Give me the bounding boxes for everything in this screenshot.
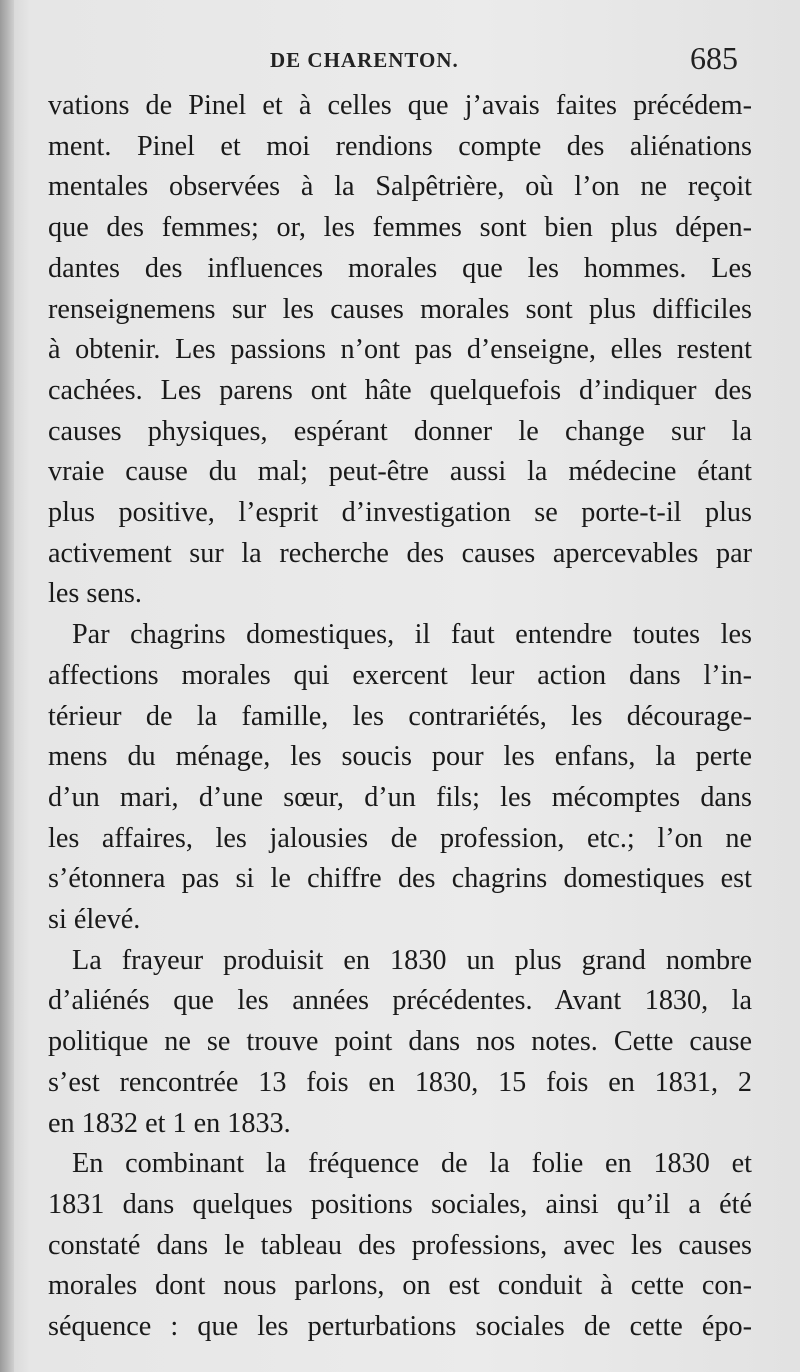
- text-line: térieur de la famille, les contrariétés, les décourage-: [48, 700, 752, 732]
- text-line: renseignemens sur les causes morales sont plus difficiles: [48, 293, 752, 325]
- running-header: [0, 36, 800, 84]
- text-line: affections morales qui exercent leur action dans l’in-: [48, 659, 752, 691]
- body-text: [48, 86, 752, 1348]
- text-line: mentales observées à la Salpêtrière, où l’on ne reçoit: [48, 171, 752, 203]
- paragraph-2: [48, 615, 752, 941]
- text-line: d’un mari, d’une sœur, d’un fils; les mécomptes dans: [48, 781, 752, 813]
- page-edge-shadow: [0, 0, 14, 1372]
- running-title: DE CHARENTON.: [270, 48, 459, 72]
- text-line: les sens.: [48, 578, 142, 610]
- text-line: séquence : que les perturbations sociales de cette épo-: [48, 1311, 752, 1343]
- text-line: causes physiques, espérant donner le change sur la: [48, 415, 752, 447]
- text-line: que des femmes; or, les femmes sont bien plus dépen-: [48, 212, 752, 244]
- text-line: vations de Pinel et à celles que j’avais faites précédem-: [48, 90, 752, 121]
- paragraph-1: [48, 86, 752, 615]
- text-line: s’étonnera pas si le chiffre des chagrins domestiques est: [48, 863, 752, 895]
- text-line: constaté dans le tableau des professions, avec les causes: [48, 1229, 752, 1261]
- text-line: s’est rencontrée 13 fois en 1830, 15 fois en 1831, 2: [48, 1066, 752, 1098]
- text-line: plus positive, l’esprit d’investigation se porte-t-il plus: [48, 497, 752, 529]
- text-line: 1831 dans quelques positions sociales, ainsi qu’il a été: [48, 1188, 752, 1220]
- text-line: d’aliénés que les années précédentes. Avant 1830, la: [48, 985, 752, 1017]
- text-line: morales dont nous parlons, on est conduit à cette con-: [48, 1270, 752, 1302]
- paragraph-3: [48, 941, 752, 1145]
- text-line: La frayeur produisit en 1830 un plus grand nombre: [72, 944, 752, 976]
- text-line: En combinant la fréquence de la folie en 1830 et: [72, 1148, 752, 1180]
- text-line: si élevé.: [48, 904, 141, 936]
- text-line: cachées. Les parens ont hâte quelquefois d’indiquer des: [48, 374, 752, 406]
- text-line: en 1832 et 1 en 1833.: [48, 1107, 291, 1139]
- text-line: Par chagrins domestiques, il faut entendre toutes les: [72, 619, 752, 651]
- page-number: 685: [690, 40, 738, 76]
- text-line: vraie cause du mal; peut-être aussi la médecine étant: [48, 456, 752, 488]
- text-line: mens du ménage, les soucis pour les enfans, la perte: [48, 741, 752, 773]
- text-line: ment. Pinel et moi rendions compte des aliénations: [48, 130, 752, 162]
- text-line: activement sur la recherche des causes apercevables par: [48, 537, 752, 569]
- text-line: à obtenir. Les passions n’ont pas d’enseigne, elles restent: [48, 334, 752, 366]
- text-line: politique ne se trouve point dans nos notes. Cette cause: [48, 1026, 752, 1058]
- text-line: les affaires, les jalousies de profession, etc.; l’on ne: [48, 822, 752, 854]
- paragraph-4: [48, 1144, 752, 1348]
- text-line: dantes des influences morales que les hommes. Les: [48, 252, 752, 284]
